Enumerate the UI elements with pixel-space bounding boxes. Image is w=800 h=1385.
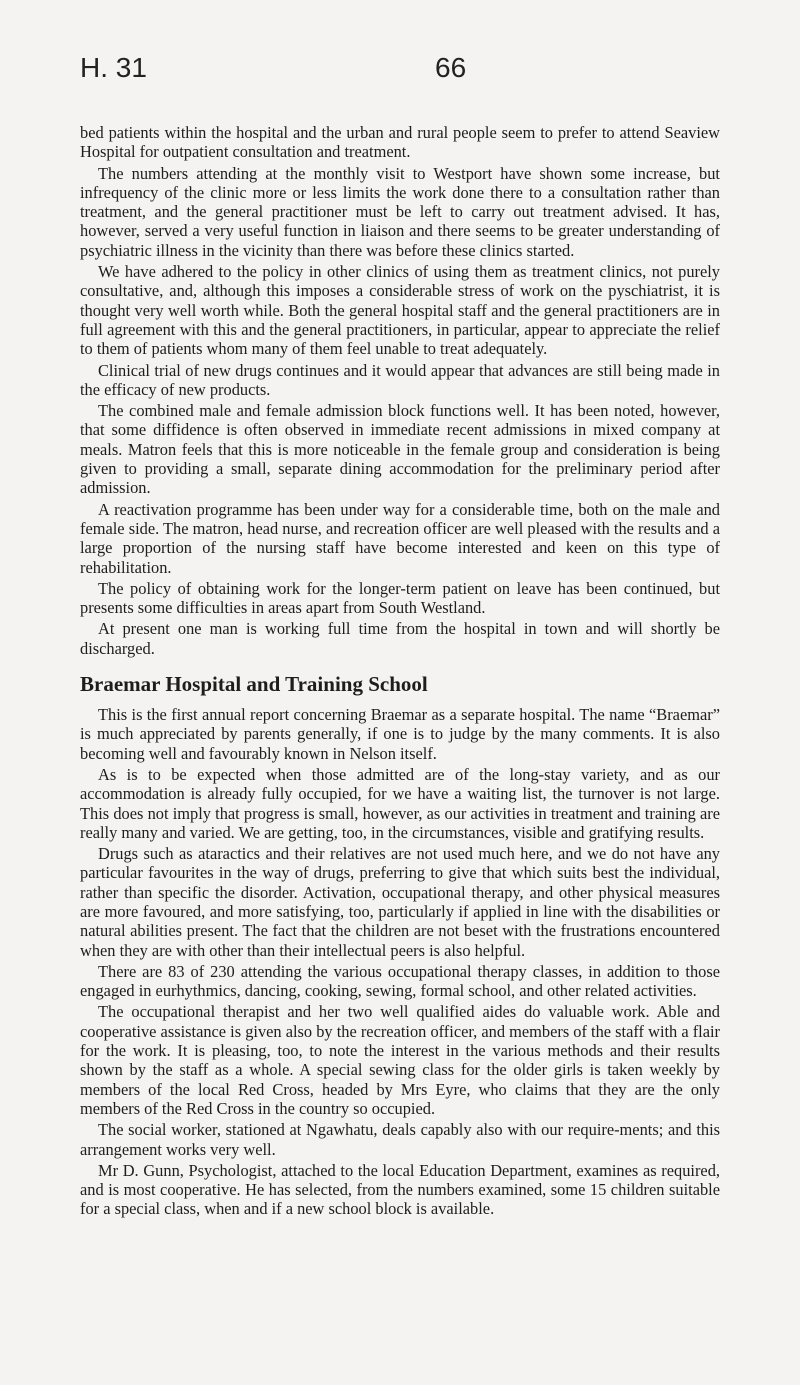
paragraph: There are 83 of 230 attending the various occupational therapy classes, in addition to those engaged in eurhythmics, dancing, cooking, sewing, formal school, and other related activities. xyxy=(80,961,720,1001)
paragraph: Mr D. Gunn, Psychologist, attached to the local Education Department, examines as required, and is most cooperative. He has selected, from the numbers examined, some 15 children suitable for a special class, when and if a new school block is available. xyxy=(80,1160,720,1219)
paragraph: The numbers attending at the monthly visit to Westport have shown some increase, but infrequency of the clinic more or less limits the work done there to a consultation rather than treatment, and the general practitioner must be left to carry out treatment advised. It has, however, served a very useful function in liaison and there seems to be greater understanding of psychiatric illness in the vicinity than there was before these clinics started. xyxy=(80,163,720,260)
page-number: 66 xyxy=(435,52,467,83)
paragraph: As is to be expected when those admitted are of the long-stay variety, and as our accommodation is already fully occupied, for we have a waiting list, the turnover is not large. This does not imply that progress is small, however, as our activities in treatment and training are really many and varied. We are getting, too, in the circumstances, visible and gratifying results. xyxy=(80,764,720,842)
paragraph: The social worker, stationed at Ngawhatu, deals capably also with our require-ments; and this arrangement works very well. xyxy=(80,1120,720,1159)
paragraph: A reactivation programme has been under way for a considerable time, both on the male and female side. The matron, head nurse, and recreation officer are well pleased with the results and a large proportion of the nursing staff have become interested and keen on this type of rehabilitation. xyxy=(80,499,720,577)
document-id: H. 31 xyxy=(80,52,147,83)
paragraph: We have adhered to the policy in other clinics of using them as treatment clinics, not purely consultative, and, although this imposes a considerable stress of work on the pyschiatrist, it is thought very well worth while. Both the general hospital staff and the general practitioners are in full agreement with this and the general practitioners, in particular, appear to appreciate the relief to them of patients whom many of them feel unable to treat adequately. xyxy=(80,262,720,359)
section-heading: Braemar Hospital and Training School xyxy=(80,672,428,697)
paragraph: This is the first annual report concerning Braemar as a separate hospital. The name “Braemar” is much appreciated by parents generally, if one is to judge by the many comments. It is also becoming well and favourably known in Nelson itself. xyxy=(80,705,720,763)
page-header xyxy=(80,52,720,92)
paragraph: At present one man is working full time from the hospital in town and will shortly be discharged. xyxy=(80,619,720,658)
body-text xyxy=(80,123,720,1221)
paragraph: The occupational therapist and her two well qualified aides do valuable work. Able and cooperative assistance is given also by the recreation officer, and members of the staff with a flair for the work. It is pleasing, too, to note the interest in the various methods and their results shown by the staff as a whole. A special sewing class for the older girls is taken weekly by members of the local Red Cross, headed by Mrs Eyre, who claims that they are the only members of the Red Cross in the country so occupied. xyxy=(80,1002,721,1118)
paragraph: Drugs such as ataractics and their relatives are not used much here, and we do not have any particular favourites in the way of drugs, preferring to give that which suits best the individual, rather than specific the disorder. Activation, occupational therapy, and other physical measures are more favoured, and more satisfying, too, particularly if applied in line with the disabilities or natural abilities present. The fact that the children are not beset with the frustrations encountered when they are with other than their intellectual peers is also helpful. xyxy=(80,844,720,960)
paragraph: The policy of obtaining work for the longer-term patient on leave has been continued, but presents some difficulties in areas apart from South Westland. xyxy=(80,578,720,618)
paragraph: Clinical trial of new drugs continues and it would appear that advances are still being made in the efficacy of new products. xyxy=(80,360,720,399)
paragraph: The combined male and female admission block functions well. It has been noted, however, that some diffidence is often observed in immediate recent admissions in mixed company at meals. Matron feels that this is more noticeable in the female group and consideration is being given to providing a small, separate dining accommodation for the preliminary period after admission. xyxy=(80,401,720,498)
paragraph: bed patients within the hospital and the urban and rural people seem to prefer to attend Seaview Hospital for outpatient consultation and treatment. xyxy=(80,123,720,162)
